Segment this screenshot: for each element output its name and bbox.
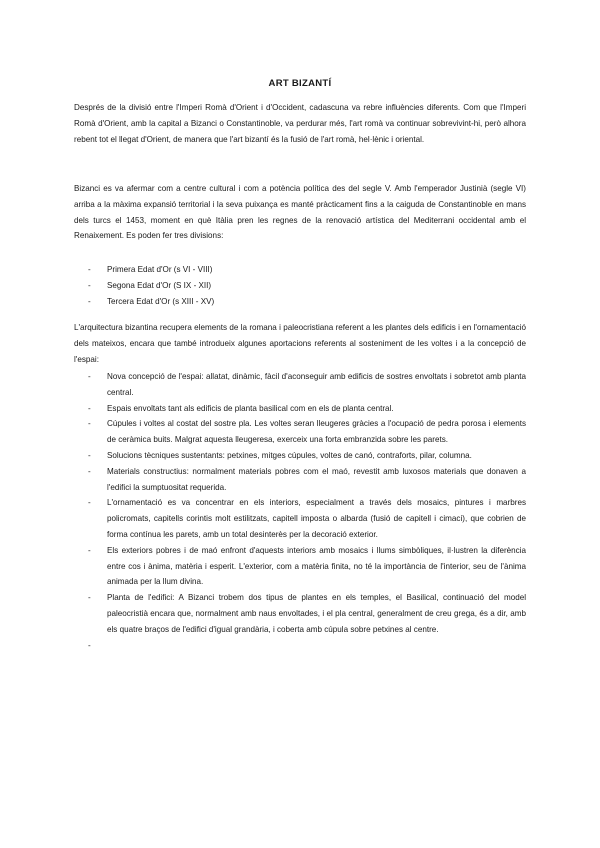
list-item (74, 262, 526, 278)
list-item-text: Solucions tècniques sustentants: petxines, mitges cúpules, voltes de canó, contraforts, pilar, columna. (107, 450, 472, 460)
bullet-dash: - (88, 545, 91, 555)
list-item (74, 369, 526, 401)
list-item (74, 464, 526, 496)
bullet-dash: - (88, 296, 91, 306)
bullet-dash: - (88, 593, 91, 603)
page-title: ART BIZANTÍ (268, 78, 332, 89)
history-paragraph: Bizanci es va afermar com a centre cultural i com a potència política des del segle V. Amb l'emperador Justinià (segle VI) arriba a la màxima expansió territorial i la seva puixança es manté pràcticament fins a la caiguda de Constantinoble en mans dels turcs el 1453, moment en què Itàlia pren les regnes de la renovació artística del Mediterrani occidental amb el Renaixement. Es poden fer tres divisions: (74, 184, 526, 241)
bullet-dash: - (88, 419, 91, 429)
list-item (74, 416, 526, 448)
list-item (74, 448, 526, 464)
divisions-list (74, 262, 526, 309)
list-item-text: Els exteriors pobres i de maó enfront d'aquests interiors amb mosaics i llums simbòliques, il·lustren la diferència entre cos i ànima, matèria i esperit. L'exterior, com a matèria finita, no té la importància de l'interior, seu de l'ànima animada per la llum divina. (107, 545, 526, 587)
architecture-paragraph: L'arquitectura bizantina recupera elements de la romana i paleocristiana referent a les plantes dels edificis i en l'ornamentació dels mateixos, encara que també introdueix algunes aportacions referents al sosteniment de les voltes i a la concepció de l'espai: (74, 323, 526, 364)
bullet-dash: - (88, 265, 91, 274)
list-item (74, 590, 526, 637)
features-list (74, 369, 526, 653)
bullet-dash: - (88, 403, 91, 413)
bullet-dash: - (88, 450, 91, 460)
bullet-dash: - (88, 466, 91, 476)
list-item (74, 495, 526, 542)
list-item (74, 401, 526, 417)
bullet-dash: - (88, 498, 91, 508)
list-item-text: Nova concepció de l'espai: allatat, dinàmic, fàcil d'aconseguir amb edificis de sostres envoltats i sobretot amb planta central. (107, 372, 526, 397)
intro-paragraph: Després de la divisió entre l'Imperi Romà d'Orient i d'Occident, cadascuna va rebre influències diferents. Com que l'Imperi Romà d'Orient, amb la capital a Bizanci o Constantinoble, va perdurar més, l'art romà va continuar sobrevivint-hi, però alhora rebent tot el llegat d'Orient, de manera que l'art bizantí és la fusió de l'art romà, hel·lènic i oriental. (74, 103, 526, 144)
list-item-text: Primera Edat d'Or (s VI - VIII) (107, 265, 213, 274)
list-item-text: Planta de l'edifici: A Bizanci trobem dos tipus de plantes en els temples, el Basilical, continuació del model paleocristià encara que, normalment amb naus envoltades, i el pla central, generalment de creu grega, és a dir, amb els quatre braços de l'edifici d'igual grandària, i coberta amb cúpula sobre petxines al centre. (107, 593, 526, 634)
bullet-dash: - (88, 372, 91, 381)
list-item-text: Cúpules i voltes al costat del sostre pla. Les voltes seran lleugeres gràcies a l'ocupació de pedra porosa i elements de ceràmica buits. Malgrat aquesta lleugeresa, exerceix una forta embranzida sobre les parets. (107, 419, 526, 445)
list-item-text: L'ornamentació es va concentrar en els interiors, especialment a través dels mosaics, pintures i marbres policromats, capitells corintis molt estilitzats, capitell imposta o albarda (fusió de capitell i cimaci), que cobrien de forma contínua les parets, amb un total desinterès per la decoració exterior. (107, 498, 526, 539)
bullet-dash: - (88, 280, 91, 290)
list-item-text: Materials constructius: normalment materials pobres com el maó, revestit amb luxosos materials que donaven a l'edifici la sumptuositat requerida. (107, 466, 526, 492)
bullet-dash: - (88, 640, 91, 650)
list-item (74, 543, 526, 590)
list-item-empty (74, 638, 526, 654)
list-item-text: Espais envoltats tant als edificis de planta basilical com en els de planta central. (107, 403, 394, 413)
list-item-text: Segona Edat d'Or (S IX - XII) (107, 280, 212, 290)
list-item (74, 278, 526, 294)
list-item (74, 294, 526, 310)
list-item-text: Tercera Edat d'Or (s XIII - XV) (107, 296, 215, 306)
